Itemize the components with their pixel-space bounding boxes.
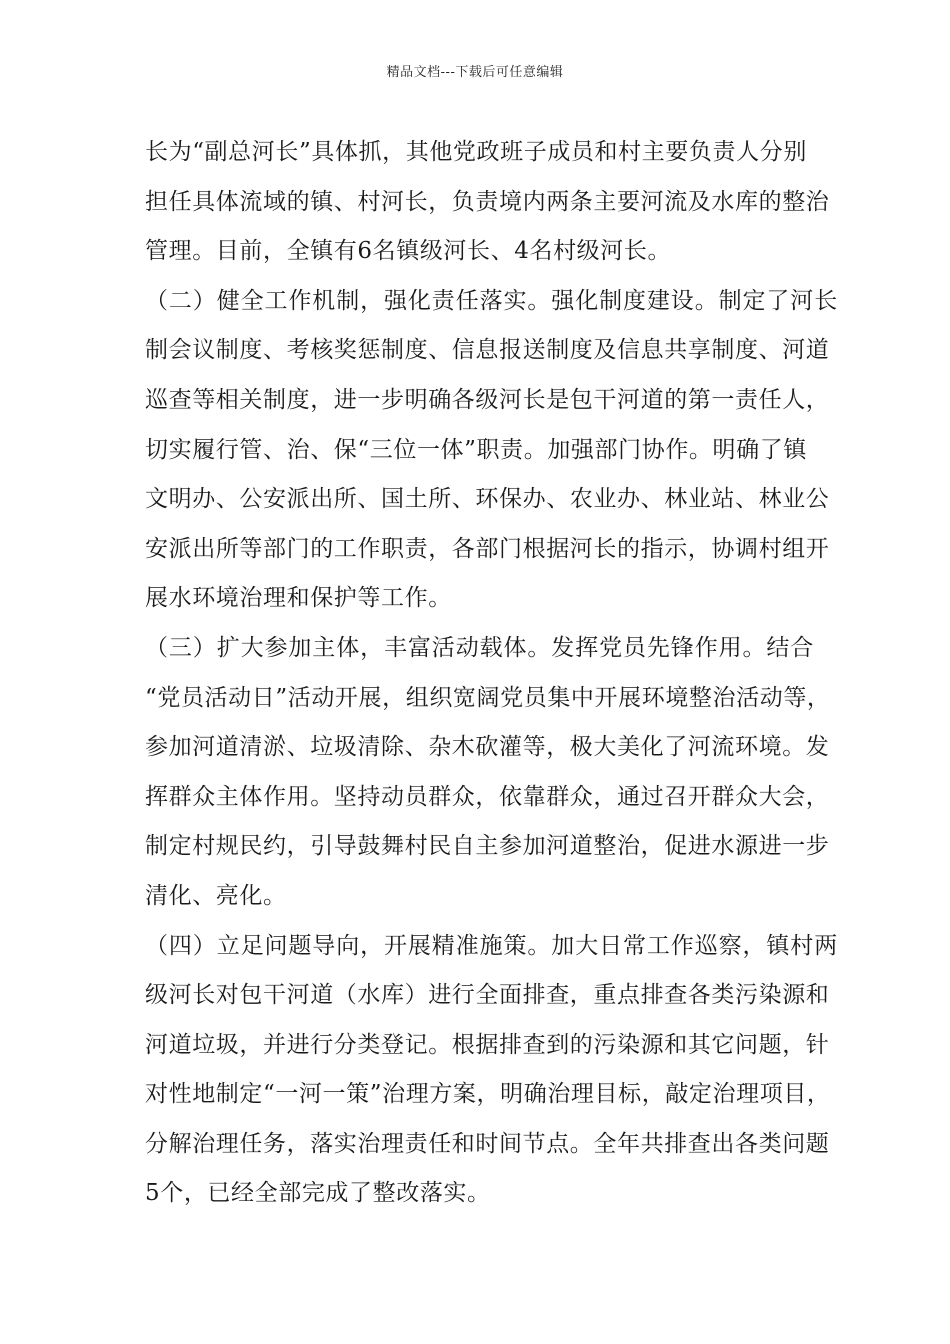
text-line: 分解治理任务，落实治理责任和时间节点。全年共排查出各类问题 (145, 1130, 830, 1157)
page-header: 精品文档---下载后可任意编辑 (386, 65, 564, 80)
text-line: 切实履行管、治、保“三位一体”职责。加强部门协作。明确了镇 (145, 436, 807, 463)
text-line: 参加河道清淤、垃圾清除、杂木砍灌等，极大美化了河流环境。发 (145, 734, 830, 761)
text-line: 长为“副总河长”具体抓，其他党政班子成员和村主要负责人分别 (145, 139, 807, 165)
text-line: 管理。目前，全镇有6名镇级河长、4名村级河长。 (145, 238, 672, 265)
text-line: 制会议制度、考核奖惩制度、信息报送制度及信息共享制度、河道 (145, 337, 830, 364)
text-line: 挥群众主体作用。坚持动员群众，依靠群众，通过召开群众大会， (145, 783, 830, 810)
text-line: 制定村规民约，引导鼓舞村民自主参加河道整治，促进水源进一步 (145, 833, 830, 860)
paragraph-heading-line: （二）健全工作机制，强化责任落实。强化制度建设。制定了河长 (145, 287, 839, 314)
text-line: 清化、亮化。 (145, 882, 287, 909)
document-body (145, 128, 845, 1219)
text-line: 河道垃圾，并进行分类登记。根据排查到的污染源和其它问题，针 (145, 1031, 830, 1058)
text-line: 5个，已经全部完成了整改落实。 (145, 1180, 491, 1207)
text-line: 担任具体流域的镇、村河长，负责境内两条主要河流及水库的整治 (145, 188, 830, 215)
paragraph-heading-line: （三）扩大参加主体，丰富活动载体。发挥党员先锋作用。结合 (145, 634, 815, 661)
text-line: 级河长对包干河道（水库）进行全面排查，重点排查各类污染源和 (145, 982, 830, 1009)
text-line: “党员活动日”活动开展，组织宽阔党员集中开展环境整治活动等， (145, 684, 831, 711)
text-line: 安派出所等部门的工作职责，各部门根据河长的指示，协调村组开 (145, 535, 830, 562)
text-line: 巡查等相关制度，进一步明确各级河长是包干河道的第一责任人， (145, 386, 830, 413)
text-line: 展水环境治理和保护等工作。 (145, 585, 452, 612)
paragraph-heading-line: （四）立足问题导向，开展精准施策。加大日常工作巡察，镇村两 (145, 932, 839, 959)
text-line: 文明办、公安派出所、国土所、环保办、农业办、林业站、林业公 (145, 486, 830, 513)
text-line: 对性地制定“一河一策”治理方案，明确治理目标，敲定治理项目， (145, 1081, 831, 1108)
